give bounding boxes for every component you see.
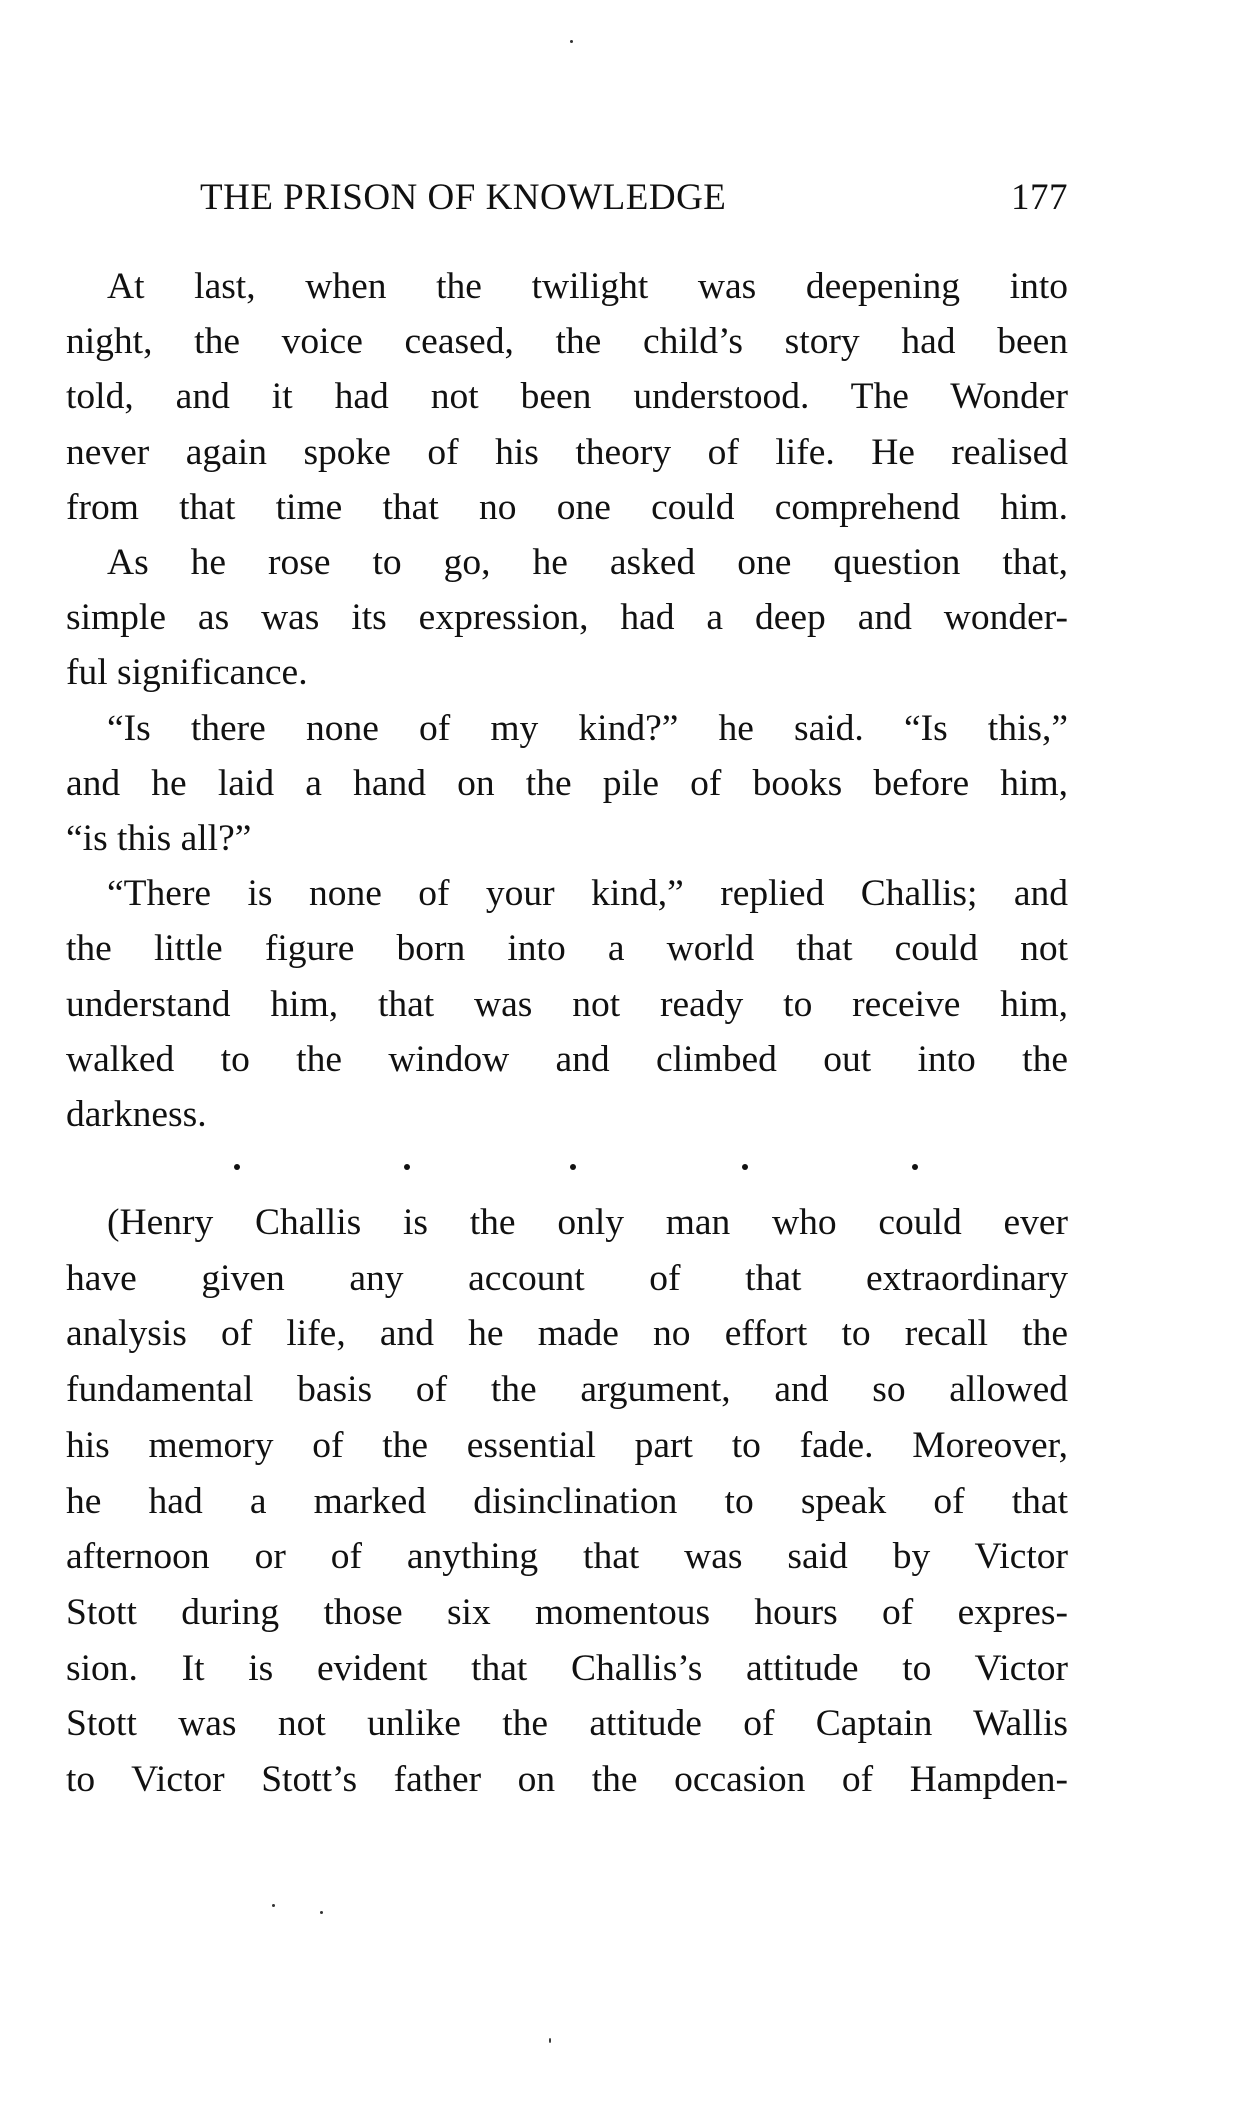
text-line: As he rose to go, he asked one question that,	[107, 542, 1068, 583]
text-line: fundamental basis of the argument, and so allowed	[66, 1369, 1068, 1411]
section-break-dot	[404, 1164, 410, 1170]
text-line: he had a marked disinclination to speak of that	[66, 1480, 1068, 1522]
section-break-dot	[742, 1164, 748, 1170]
text-line: ful significance.	[66, 652, 308, 694]
text-line: darkness.	[66, 1094, 207, 1135]
text-line: “There is none of your kind,” replied Challis; and	[107, 873, 1068, 915]
scan-speck	[549, 2038, 551, 2043]
section-break-dot	[234, 1164, 240, 1170]
section-break-dot	[570, 1164, 576, 1170]
text-line: and he laid a hand on the pile of books before him,	[66, 762, 1068, 804]
running-head-title: THE PRISON OF KNOWLEDGE	[200, 177, 727, 218]
text-line: told, and it had not been understood. The Wonder	[66, 376, 1068, 418]
text-line: “Is there none of my kind?” he said. “Is this,”	[107, 707, 1068, 749]
text-line: simple as was its expression, had a deep and wonder-	[66, 597, 1068, 639]
scan-speck	[272, 1904, 275, 1907]
page-number: 177	[1011, 177, 1068, 218]
scan-speck	[570, 40, 573, 43]
text-line: walked to the window and climbed out into the	[66, 1038, 1068, 1080]
text-line: sion. It is evident that Challis’s attitude to Victor	[66, 1647, 1068, 1689]
running-head	[200, 176, 1068, 226]
text-line: never again spoke of his theory of life. He realised	[66, 431, 1068, 473]
text-line: understand him, that was not ready to receive him,	[66, 983, 1068, 1025]
text-line: night, the voice ceased, the child’s story had been	[66, 321, 1068, 363]
text-line: Stott during those six momentous hours of expres-	[66, 1591, 1068, 1633]
scan-speck	[320, 1911, 323, 1914]
text-line: analysis of life, and he made no effort to recall the	[66, 1313, 1068, 1355]
text-line: Stott was not unlike the attitude of Captain Wallis	[66, 1703, 1068, 1745]
text-line: “is this all?”	[66, 818, 252, 859]
text-line: At last, when the twilight was deepening into	[107, 266, 1068, 307]
text-line: from that time that no one could comprehend him.	[66, 486, 1068, 528]
text-line: have given any account of that extraordinary	[66, 1257, 1068, 1299]
text-line: afternoon or of anything that was said by Victor	[66, 1536, 1068, 1578]
text-line: the little figure born into a world that could not	[66, 928, 1068, 970]
text-line: his memory of the essential part to fade. Moreover,	[66, 1424, 1068, 1466]
text-line: (Henry Challis is the only man who could ever	[107, 1202, 1068, 1243]
text-line: to Victor Stott’s father on the occasion of Hampden-	[66, 1759, 1068, 1800]
section-break-dot	[912, 1164, 918, 1170]
